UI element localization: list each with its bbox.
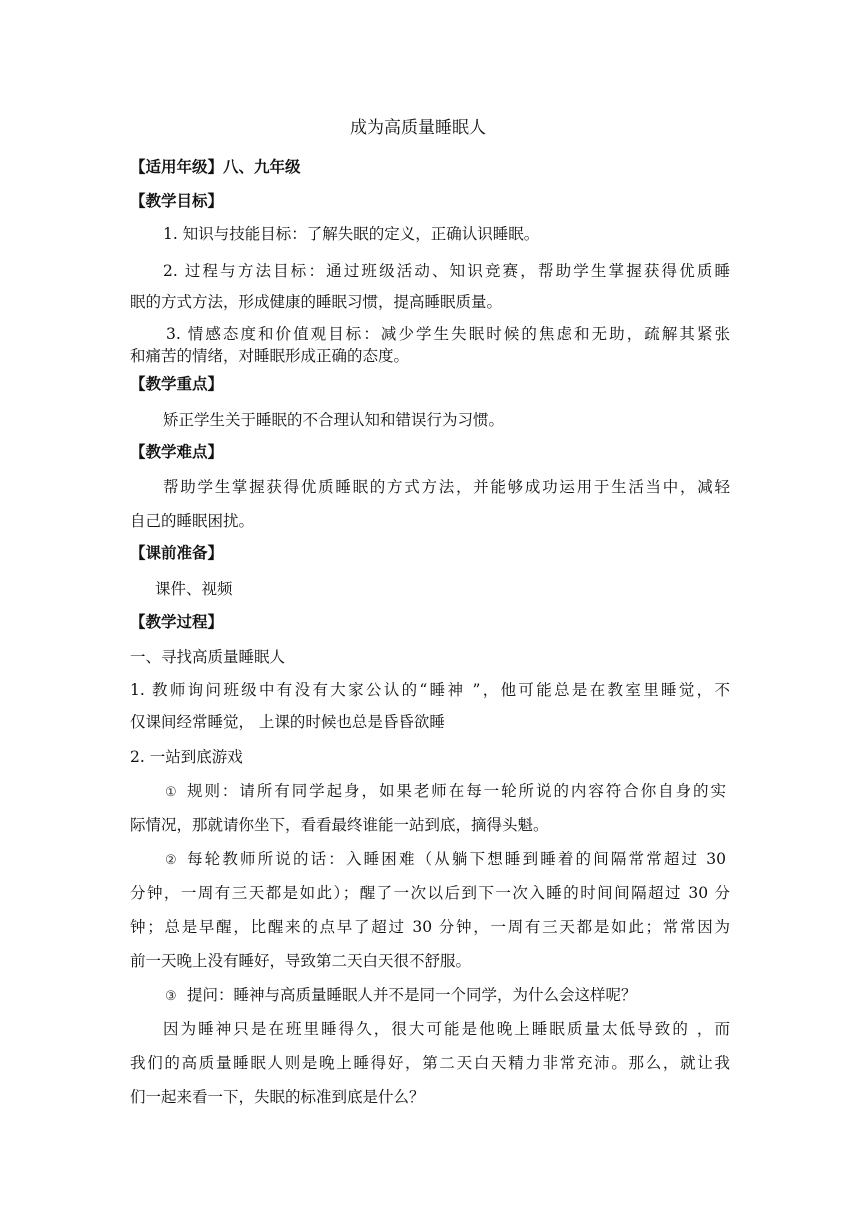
grade-label: 【适用年级】 [130, 157, 224, 176]
grade-value: 八、九年级 [223, 157, 301, 176]
section-1-title: 一、寻找高质量睡眠人 [130, 648, 286, 666]
round-line-3: 钟；总是早醒，比醒来的点早了超过 30 分钟，一周有三天都是如此；常常因为 [130, 918, 730, 936]
preparation-heading: 【课前准备】 [130, 543, 224, 562]
round-line-4: 前一天晚上没有睡好，导致第二天白天很不舒服。 [130, 952, 472, 970]
answer-line-3: 们一起来看一下，失眠的标准到底是什么？ [130, 1088, 425, 1106]
circled-number-3: ③ [165, 989, 177, 1004]
item-2-title: 2. 一站到底游戏 [130, 748, 243, 766]
round-line-1 [165, 849, 730, 871]
answer-line-2: 我们的高质量睡眠人则是晚上睡得好，第二天白天精力非常充沛。那么，就让我 [130, 1054, 730, 1072]
rule-line-1 [165, 781, 730, 803]
circled-number-1: ① [165, 785, 177, 800]
goal-1: 1. 知识与技能目标：了解失眠的定义，正确认识睡眠。 [163, 225, 540, 243]
key-points-heading: 【教学重点】 [130, 374, 224, 393]
round-line-2: 分钟，一周有三天都是如此）；醒了一次以后到下一次入睡的时间间隔超过 30 分 [130, 884, 730, 902]
goal-2-line-1: 2. 过程与方法目标：通过班级活动、知识竞赛，帮助学生掌握获得优质睡 [163, 262, 730, 280]
goal-3-line-2: 和痛苦的情绪，对睡眠形成正确的态度。 [130, 347, 410, 365]
process-heading: 【教学过程】 [130, 612, 224, 631]
preparation-text: 课件、视频 [155, 580, 233, 598]
difficulty-line-2: 自己的睡眠困扰。 [130, 512, 255, 530]
key-points-text: 矫正学生关于睡眠的不合理认知和错误行为习惯。 [163, 411, 505, 429]
document-title: 成为高质量睡眠人 [350, 118, 486, 138]
goal-2-line-2: 眠的方式方法，形成健康的睡眠习惯，提高睡眠质量。 [130, 293, 503, 311]
difficulty-heading: 【教学难点】 [130, 442, 224, 461]
circled-number-2: ② [165, 853, 177, 868]
grade-line [130, 157, 301, 177]
answer-line-1: 因为睡神只是在班里睡得久，很大可能是他晚上睡眠质量太低导致的 ，而 [163, 1020, 730, 1038]
item-1-line-1: 1. 教师询问班级中有没有大家公认的“睡神 ”，他可能总是在教室里睡觉，不 [130, 681, 730, 699]
item-1-line-2: 仅课间经常睡觉， 上课的时候也总是昏昏欲睡 [130, 713, 445, 731]
goals-heading: 【教学目标】 [130, 191, 224, 210]
question-line [165, 985, 637, 1007]
rule-text-1: 规则：请所有同学起身，如果老师在每一轮所说的内容符合你自身的实 [187, 782, 726, 800]
question-text: 提问：睡神与高质量睡眠人并不是同一个同学，为什么会这样呢？ [187, 986, 637, 1004]
rule-line-2: 际情况，那就请你坐下，看看最终谁能一站到底，摘得头魁。 [130, 816, 549, 834]
goal-3-line-1: 3. 情感态度和价值观目标：减少学生失眠时候的焦虑和无助，疏解其紧张 [166, 325, 730, 343]
round-text-1: 每轮教师所说的话：入睡困难（从躺下想睡到睡着的间隔常常超过 30 [187, 850, 726, 868]
difficulty-line-1: 帮助学生掌握获得优质睡眠的方式方法，并能够成功运用于生活当中，减轻 [163, 478, 730, 496]
